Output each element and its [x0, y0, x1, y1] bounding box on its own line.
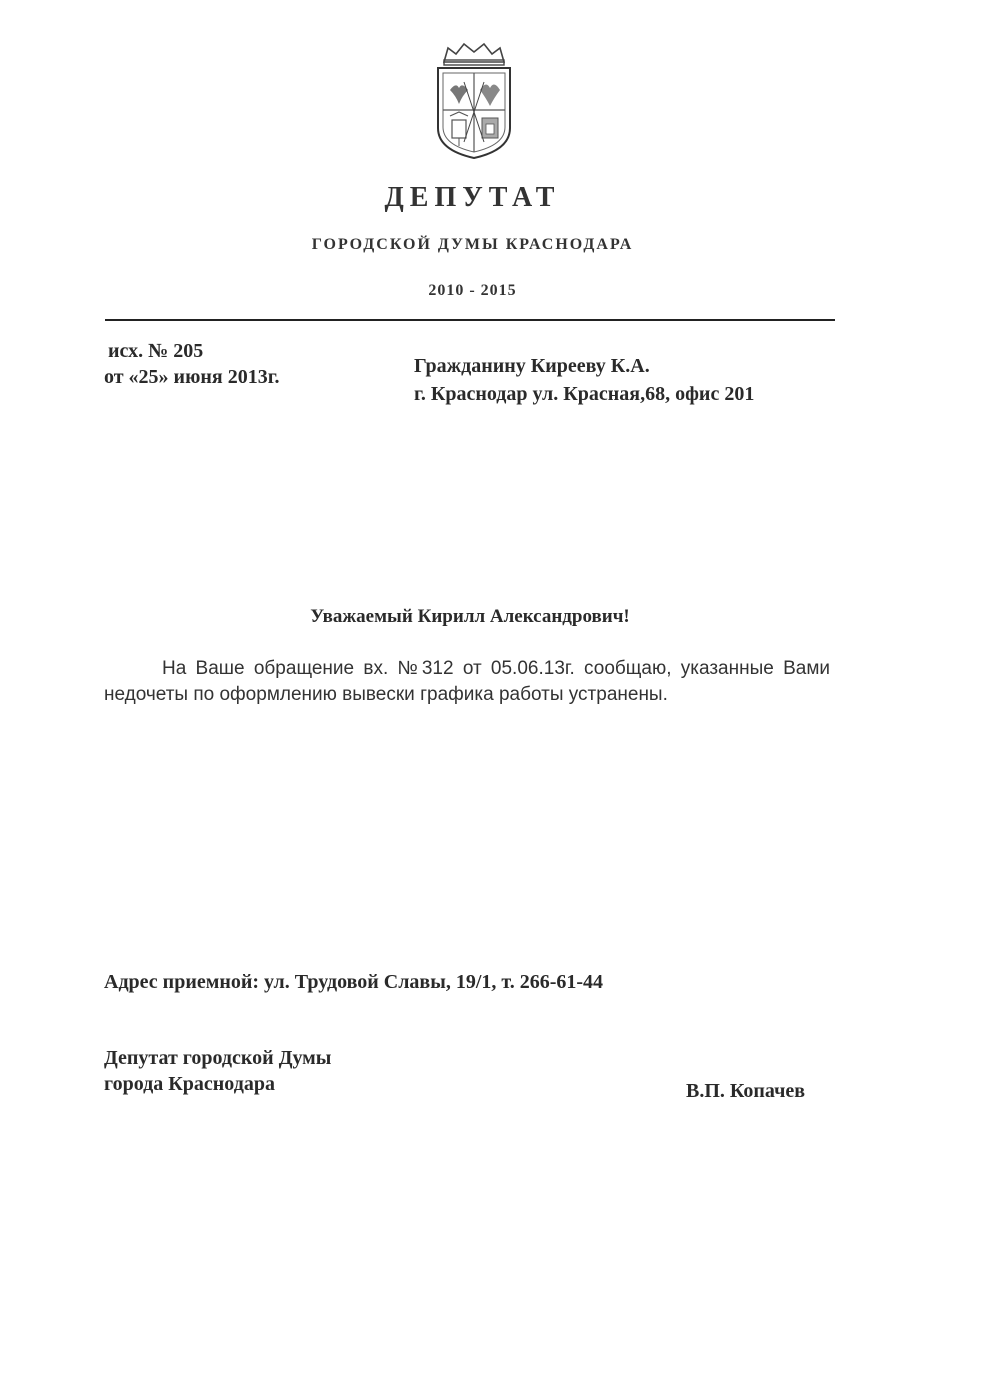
- letter-body: На Ваше обращение вх. №312 от 05.06.13г. сообщаю, указанные Вами недочеты по оформлению вывески графика работы устранены.: [104, 658, 830, 705]
- letter-greeting: Уважаемый Кирилл Александрович!: [310, 606, 630, 627]
- recipient-name: Гражданину Кирееву К.А.: [414, 355, 650, 377]
- signer-title-line-1: Депутат городской Думы: [104, 1047, 332, 1069]
- recipient-address: г. Краснодар ул. Красная,68, офис 201: [414, 383, 755, 405]
- term-years: 2010 - 2015: [428, 282, 517, 299]
- outgoing-date: от «25» июня 2013г.: [104, 366, 280, 388]
- organization-name: ГОРОДСКОЙ ДУМЫ КРАСНОДАРА: [311, 236, 634, 253]
- reception-address: Адрес приемной: ул. Трудовой Славы, 19/1, т. 266-61-44: [104, 971, 604, 993]
- outgoing-number: исх. № 205: [108, 340, 204, 362]
- signer-title-line-2: города Краснодара: [104, 1073, 275, 1095]
- header-divider: [105, 319, 835, 321]
- document-title: ДЕПУТАТ: [384, 182, 561, 213]
- signer-name: В.П. Копачев: [686, 1080, 806, 1102]
- coat-of-arms-emblem: [430, 42, 518, 160]
